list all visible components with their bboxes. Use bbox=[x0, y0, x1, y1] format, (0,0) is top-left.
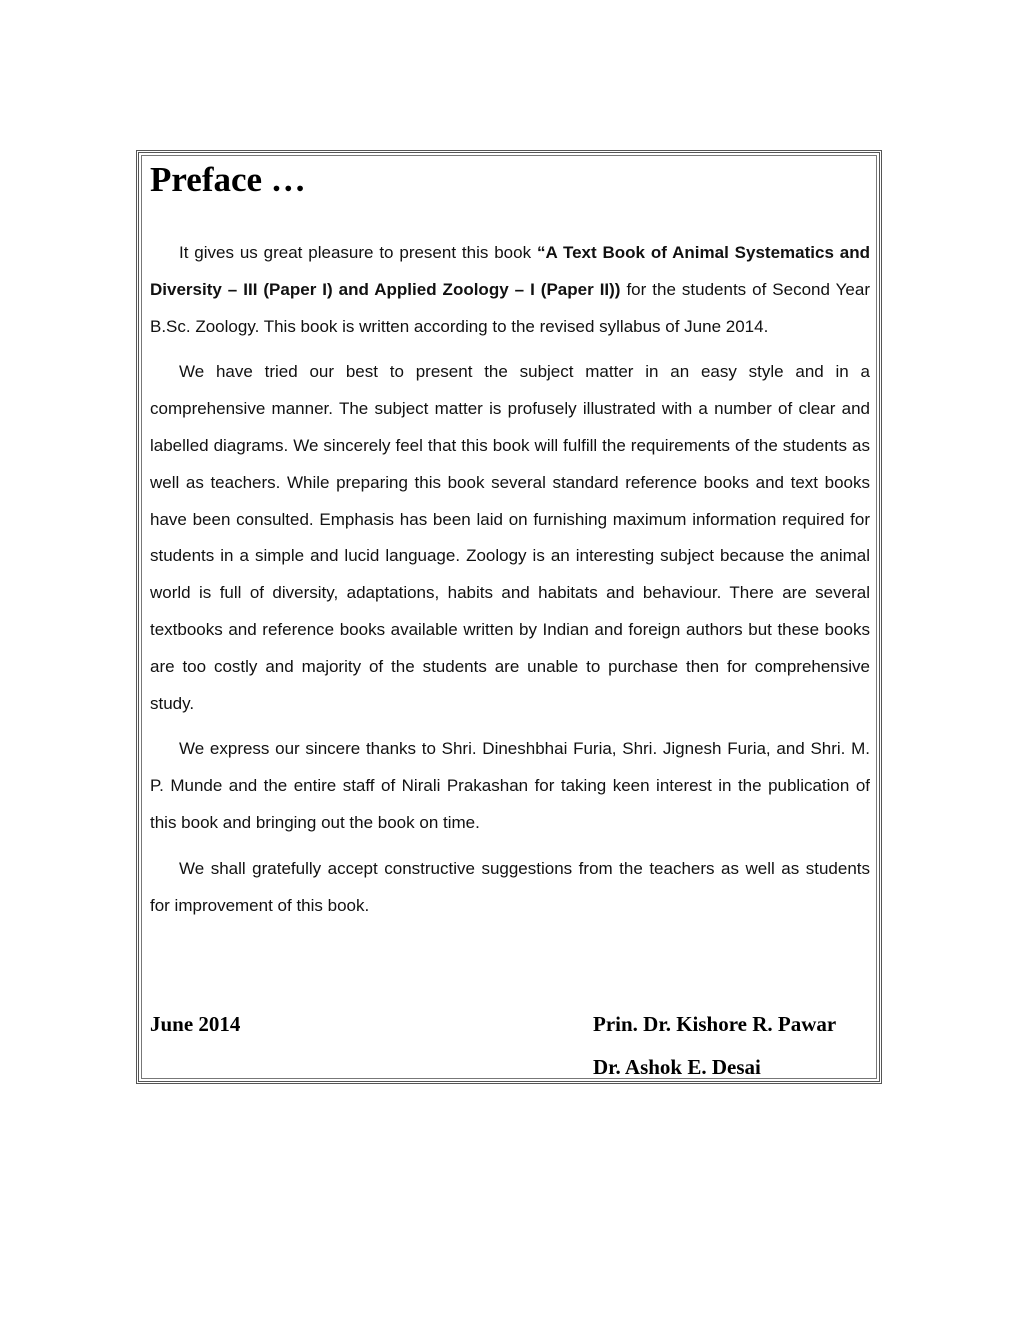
signature-author-2: Dr. Ashok E. Desai bbox=[593, 1055, 761, 1079]
paragraph-4: We shall gratefully accept constructive suggestions from the teachers as well as students for improvement of this book. bbox=[150, 858, 870, 915]
signature-author-1: Prin. Dr. Kishore R. Pawar bbox=[593, 1012, 837, 1036]
preface-body bbox=[150, 235, 870, 933]
paragraph-1-rest: for the students of Second Year B.Sc. Zoology. This book is written according to the revised syllabus of June 2014. bbox=[150, 279, 870, 336]
book-title: “A Text Book of Animal Systematics and Diversity – III (Paper I) and Applied Zoology – I (Paper II)) bbox=[150, 243, 870, 299]
paragraph-2: We have tried our best to present the subject matter in an easy style and in a comprehensive manner. The subject matter is profusely illustrated with a number of clear and labelled diagrams. We sincerely feel that this book will fulfill the requirements of the students as well as teachers. While preparing this book several standard reference books and text books have been consulted. Emphasis has been laid on furnishing maximum information required for students in a simple and lucid language. Zoology is an interesting subject because the animal world is full of diversity, adaptations, habits and habitats and behaviour. There are several textbooks and reference books available written by Indian and foreign authors but these books are too costly and majority of the students are unable to purchase then for comprehensive study. bbox=[150, 362, 870, 713]
paragraph-1-intro: It gives us great pleasure to present this book bbox=[179, 243, 537, 262]
signature-date: June 2014 bbox=[150, 1012, 241, 1036]
paragraph-3: We express our sincere thanks to Shri. Dineshbhai Furia, Shri. Jignesh Furia, and Shri. M. P. Munde and the entire staff of Nirali Prakashan for taking keen interest in the publication of this book and bringing out the book on time. bbox=[150, 739, 870, 832]
page-title: Preface … bbox=[150, 160, 306, 199]
paragraph-1 bbox=[150, 235, 870, 345]
